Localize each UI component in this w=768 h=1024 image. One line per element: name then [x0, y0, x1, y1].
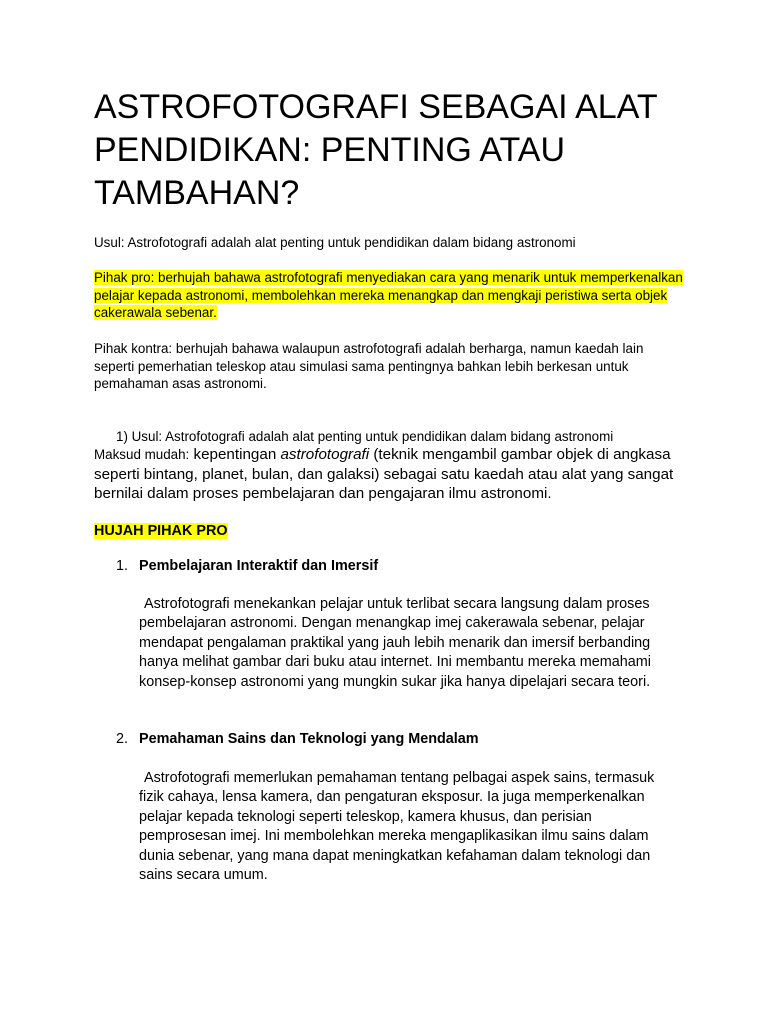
item-1-body: Astrofotografi menekankan pelajar untuk terlibat secara langsung dalam proses pembelajaran astronomi. Dengan menangkap imej cakerawala sebenar, pelajar mendapat pengalaman praktikal yang jauh lebih menarik dan imersif berbanding hanya melihat gambar dari buku atau internet. Ini membantu mereka memahami konsep-konsep astronomi yang mungkin sukar jika hanya dipelajari secara teori. [139, 596, 651, 690]
usul-line: Usul: Astrofotografi adalah alat penting untuk pendidikan dalam bidang astronomi [94, 235, 576, 250]
maksud-lead: Maksud mudah: [94, 447, 190, 462]
item-1-number: 1. [116, 558, 129, 574]
item-1-title: Pembelajaran Interaktif dan Imersif [139, 558, 379, 574]
item-2-title: Pemahaman Sains dan Teknologi yang Mendalam [139, 731, 479, 747]
section-heading-highlight: HUJAH PIHAK PRO [94, 523, 228, 539]
document-title: ASTROFOTOGRAFI SEBAGAI ALAT PENDIDIKAN: PENTING ATAU TAMBAHAN? [94, 88, 658, 212]
item-2-heading [116, 730, 479, 749]
pro-highlight: Pihak pro: berhujah bahawa astrofotografi menyediakan cara yang menarik untuk memperkenalkan pelajar kepada astronomi, membolehkan mereka menangkap dan mengkaji peristiwa serta objek cakerawala sebenar. [94, 270, 683, 320]
item-2-number: 2. [116, 731, 129, 747]
pro-paragraph [94, 269, 684, 322]
item-2-body: Astrofotografi memerlukan pemahaman tentang pelbagai aspek sains, termasuk fizik cahaya, lensa kamera, dan pengaturan eksposur. Ia juga memperkenalkan pelajar kepada teknologi seperti teleskop, kamera khusus, dan perisian pemprosesan imej. Ini membolehkan mereka mengaplikasikan ilmu sains dalam dunia sebenar, yang mana dapat meningkatkan kefahaman dalam teknologi dan sains secara umum. [139, 770, 655, 884]
maksud-after: (teknik mengambil gambar objek di angkasa seperti bintang, planet, bulan, dan galaksi) sebagai satu kaedah atau alat yang sangat bernilai dalam proses pembelajaran dan pengajaran ilmu astronomi. [94, 446, 674, 502]
maksud-paragraph [94, 445, 674, 504]
maksud-before: kepentingan [189, 446, 281, 463]
section-heading [94, 522, 228, 541]
kontra-paragraph: Pihak kontra: berhujah bahawa walaupun astrofotografi adalah berharga, namun kaedah lain seperti pemerhatian teleskop atau simulasi sama pentingnya bahkan lebih berkesan untuk pemahaman asas astronomi. [94, 341, 644, 391]
maksud-italic-term: astrofotografi [280, 446, 370, 463]
numbered-usul: 1) Usul: Astrofotografi adalah alat penting untuk pendidikan dalam bidang astronomi [116, 429, 614, 444]
item-1-heading [116, 557, 378, 576]
